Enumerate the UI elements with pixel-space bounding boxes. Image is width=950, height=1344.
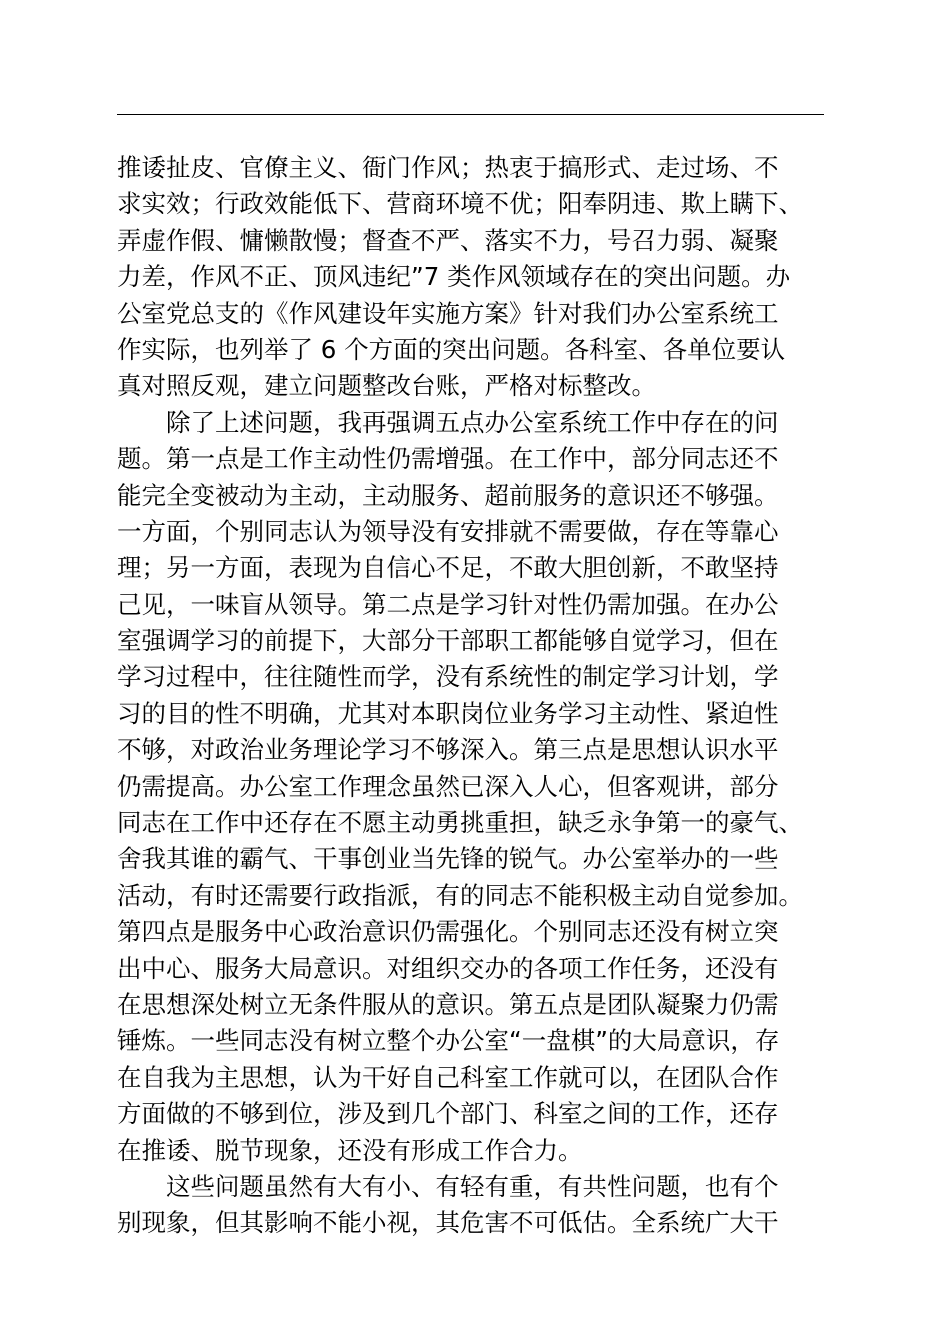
- text-line: 室强调学习的前提下，大部分干部职工都能够自觉学习，但在: [117, 626, 779, 656]
- text-line: 作实际，也列举了 6 个方面的突出问题。各科室、各单位要认: [117, 334, 786, 364]
- text-line: 同志在工作中还存在不愿主动勇挑重担，缺乏永争第一的豪气、: [117, 808, 803, 838]
- text-line: 力差，作风不正、顶风违纪”7 类作风领域存在的突出问题。办: [117, 262, 791, 292]
- text-line: 求实效；行政效能低下、营商环境不优；阳奉阴违、欺上瞒下、: [117, 189, 803, 219]
- text-line: 学习过程中，往往随性而学，没有系统性的制定学习计划，学: [117, 662, 779, 692]
- text-line: 真对照反观，建立问题整改台账，严格对标整改。: [117, 371, 656, 401]
- text-line: 题。第一点是工作主动性仍需增强。在工作中，部分同志还不: [117, 444, 779, 474]
- header-rule: [117, 114, 824, 115]
- text-line: 第四点是服务中心政治意识仍需强化。个别同志还没有树立突: [117, 917, 779, 947]
- text-line: 在推诿、脱节现象，还没有形成工作合力。: [117, 1135, 583, 1165]
- text-line: 这些问题虽然有大有小、有轻有重，有共性问题，也有个: [166, 1171, 779, 1201]
- text-line: 一方面，个别同志认为领导没有安排就不需要做，存在等靠心: [117, 516, 779, 546]
- text-line: 出中心、服务大局意识。对组织交办的各项工作任务，还没有: [117, 953, 779, 983]
- text-line: 能完全变被动为主动，主动服务、超前服务的意识还不够强。: [117, 480, 779, 510]
- text-line: 仍需提高。办公室工作理念虽然已深入人心，但客观讲，部分: [117, 771, 779, 801]
- text-line: 在思想深处树立无条件服从的意识。第五点是团队凝聚力仍需: [117, 989, 779, 1019]
- text-line: 公室党总支的《作风建设年实施方案》针对我们办公室系统工: [117, 298, 779, 328]
- text-line: 在自我为主思想，认为干好自己科室工作就可以，在团队合作: [117, 1062, 779, 1092]
- text-line: 不够，对政治业务理论学习不够深入。第三点是思想认识水平: [117, 735, 779, 765]
- text-line: 除了上述问题，我再强调五点办公室系统工作中存在的问: [166, 407, 779, 437]
- text-line: 弄虚作假、慵懒散慢；督查不严、落实不力，号召力弱、凝聚: [117, 225, 779, 255]
- text-line: 别现象，但其影响不能小视，其危害不可低估。全系统广大干: [117, 1208, 779, 1238]
- text-line: 己见，一味盲从领导。第二点是学习针对性仍需加强。在办公: [117, 589, 779, 619]
- text-line: 活动，有时还需要行政指派，有的同志不能积极主动自觉参加。: [117, 880, 803, 910]
- text-line: 习的目的性不明确，尤其对本职岗位业务学习主动性、紧迫性: [117, 698, 779, 728]
- text-line: 锤炼。一些同志没有树立整个办公室“一盘棋”的大局意识，存: [117, 1026, 780, 1056]
- text-line: 理；另一方面，表现为自信心不足，不敢大胆创新，不敢坚持: [117, 553, 779, 583]
- text-line: 舍我其谁的霸气、干事创业当先锋的锐气。办公室举办的一些: [117, 844, 779, 874]
- body-text: [117, 150, 829, 1242]
- text-line: 推诿扯皮、官僚主义、衙门作风；热衷于搞形式、走过场、不: [117, 153, 779, 182]
- text-line: 方面做的不够到位，涉及到几个部门、科室之间的工作，还存: [117, 1099, 779, 1129]
